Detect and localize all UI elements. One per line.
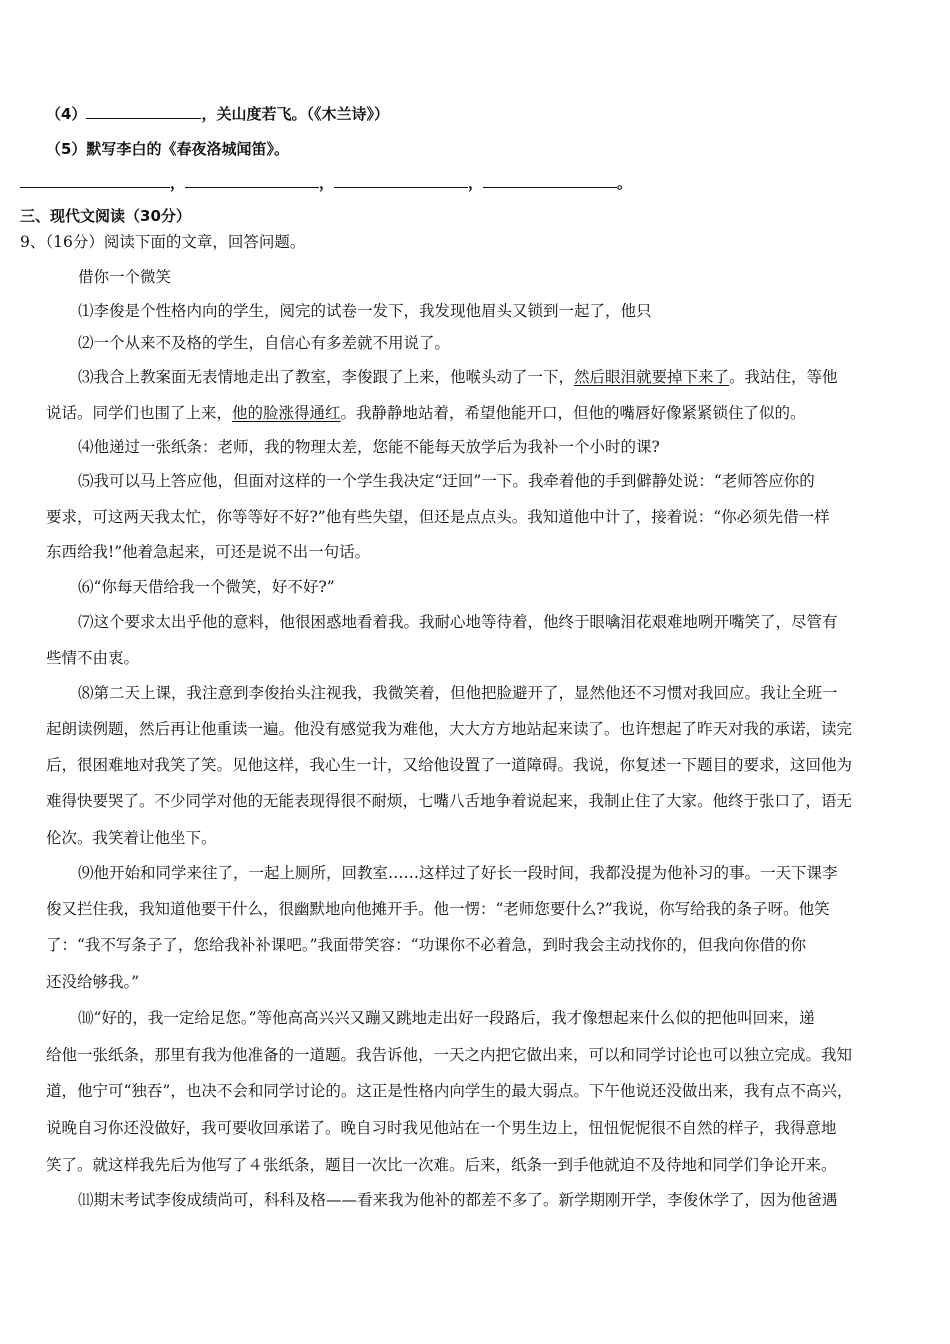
answer-blank[interactable] <box>334 172 468 188</box>
paragraph-3-line-1 <box>78 365 908 387</box>
paragraph-10-line-1: ⑽“好的，我一定给足您。”等他高高兴兴又蹦又跳地走出好一段路后，我才像想起来什么似的把他叫回来，递 <box>78 1009 815 1027</box>
underlined-phrase: 他的脸涨得通红 <box>232 404 341 422</box>
question-5-blanks <box>20 172 908 193</box>
answer-blank[interactable] <box>20 172 170 188</box>
paragraph-10-line-5: 笑了。就这样我先后为他写了４张纸条，题目一次比一次难。后来，纸条一到手他就迫不及待地和同学们争论开来。 <box>46 1156 837 1174</box>
paragraph-2: ⑵一个从来不及格的学生，自信心有多差就不用说了。 <box>78 334 451 352</box>
paragraph-10-line-4: 说晚自习你还没做好，我可要收回承诺了。晚自习时我见他站在一个男生边上，忸忸怩怩很不自然的样子，我得意地 <box>46 1119 837 1137</box>
paragraph-5-line-1: ⑸我可以马上答应他，但面对这样的一个学生我决定“迂回”一下。我牵着他的手到僻静处说：“老师答应你的 <box>78 472 815 490</box>
paragraph-8-line-5: 伦次。我笑着让他坐下。 <box>46 829 217 847</box>
paragraph-8-line-3: 后，很困难地对我笑了笑。见他这样，我心生一计，又给他设置了一道障碍。我说，你复述一下题目的要求，这回他为 <box>46 756 853 774</box>
text: 。我站住，等他 <box>729 368 838 386</box>
comma: ， <box>468 174 484 192</box>
paragraph-10-line-2: 给他一张纸条，那里有我为他准备的一道题。我告诉他，一天之内把它做出来，可以和同学讨论也可以独立完成。我知 <box>46 1046 853 1064</box>
answer-blank[interactable] <box>483 172 617 188</box>
question-9-prompt: 9、（16分）阅读下面的文章，回答问题。 <box>20 233 306 251</box>
article-title: 借你一个微笑 <box>78 268 172 286</box>
paragraph-9-line-1: ⑼他开始和同学来往了，一起上厕所，回教室……这样过了好长一段时间，我都没提为他补习的事。一天下课李 <box>78 864 838 882</box>
paragraph-9-line-2: 俊又拦住我，我知道他要干什么，很幽默地向他摊开手。他一愣：“老师您要什么?”我说，你写给我的条子呀。他笑 <box>46 900 830 918</box>
paragraph-9-line-4: 还没给够我。” <box>46 973 140 991</box>
paragraph-4: ⑷他递过一张纸条：老师，我的物理太差，您能不能每天放学后为我补一个小时的课? <box>78 438 660 456</box>
comma: ， <box>170 174 186 192</box>
text: ⑶我合上教案面无表情地走出了教室，李俊跟了上来，他喉头动了一下， <box>78 368 575 386</box>
comma: ， <box>319 174 335 192</box>
answer-blank[interactable] <box>185 172 319 188</box>
paragraph-8-line-2: 起朗读例题，然后再让他重读一遍。他没有感觉我为难他，大大方方地站起来读了。也许想起了昨天对我的承诺，读完 <box>46 720 853 738</box>
paragraph-1: ⑴李俊是个性格内向的学生，阅完的试卷一发下，我发现他眉头又锁到一起了，他只 <box>78 302 652 320</box>
question-4-number: （4） <box>46 105 87 123</box>
question-5-prompt: （5）默写李白的《春夜洛城闻笛》。 <box>46 140 289 158</box>
period: 。 <box>617 174 633 192</box>
paragraph-8-line-1: ⑻第二天上课，我注意到李俊抬头注视我，我微笑着，但他把脸避开了，显然他还不习惯对我回应。我让全班一 <box>78 684 838 702</box>
paragraph-10-line-3: 道，他宁可“独吞”，也决不会和同学讨论的。这正是性格内向学生的最大弱点。下午他说还没做出来，我有点不高兴， <box>46 1082 853 1100</box>
paragraph-11: ⑾期末考试李俊成绩尚可，科科及格——看来我为他补的都差不多了。新学期刚开学，李俊休学了，因为他爸遇 <box>78 1191 838 1209</box>
question-4-text: ，关山度若飞。（《木兰诗》） <box>201 105 389 123</box>
paragraph-6: ⑹“你每天借给我一个微笑，好不好?” <box>78 578 335 596</box>
section-heading: 三、现代文阅读（30分） <box>20 207 191 225</box>
paragraph-7-line-1: ⑺这个要求太出乎他的意料，他很困惑地看着我。我耐心地等待着，他终于眼噙泪花艰难地咧开嘴笑了，尽管有 <box>78 613 838 631</box>
underlined-phrase: 然后眼泪就要掉下来了 <box>574 368 730 386</box>
paragraph-9-line-3: 了：“我不写条子了，您给我补补课吧。”我面带笑容：“功课你不必着急，到时我会主动找你的，但我向你借的你 <box>46 936 807 954</box>
paragraph-5-line-3: 东西给我!”他着急起来，可还是说不出一句话。 <box>46 543 371 561</box>
answer-blank[interactable] <box>86 103 201 119</box>
paragraph-3-line-2 <box>46 401 908 423</box>
paragraph-8-line-4: 难得快要哭了。不少同学对他的无能表现得很不耐烦，七嘴八舌地争着说起来，我制止住了大家。他终于张口了，语无 <box>46 792 853 810</box>
question-4 <box>46 103 908 124</box>
paragraph-7-line-2: 些情不由衷。 <box>46 649 140 667</box>
text: 说话。同学们也围了上来， <box>46 404 233 422</box>
text: 。我静静地站着，希望他能开口，但他的嘴唇好像紧紧锁住了似的。 <box>340 404 806 422</box>
paragraph-5-line-2: 要求，可这两天我太忙，你等等好不好?”他有些失望，但还是点点头。我知道他中计了，接着说：“你必须先借一样 <box>46 508 830 526</box>
